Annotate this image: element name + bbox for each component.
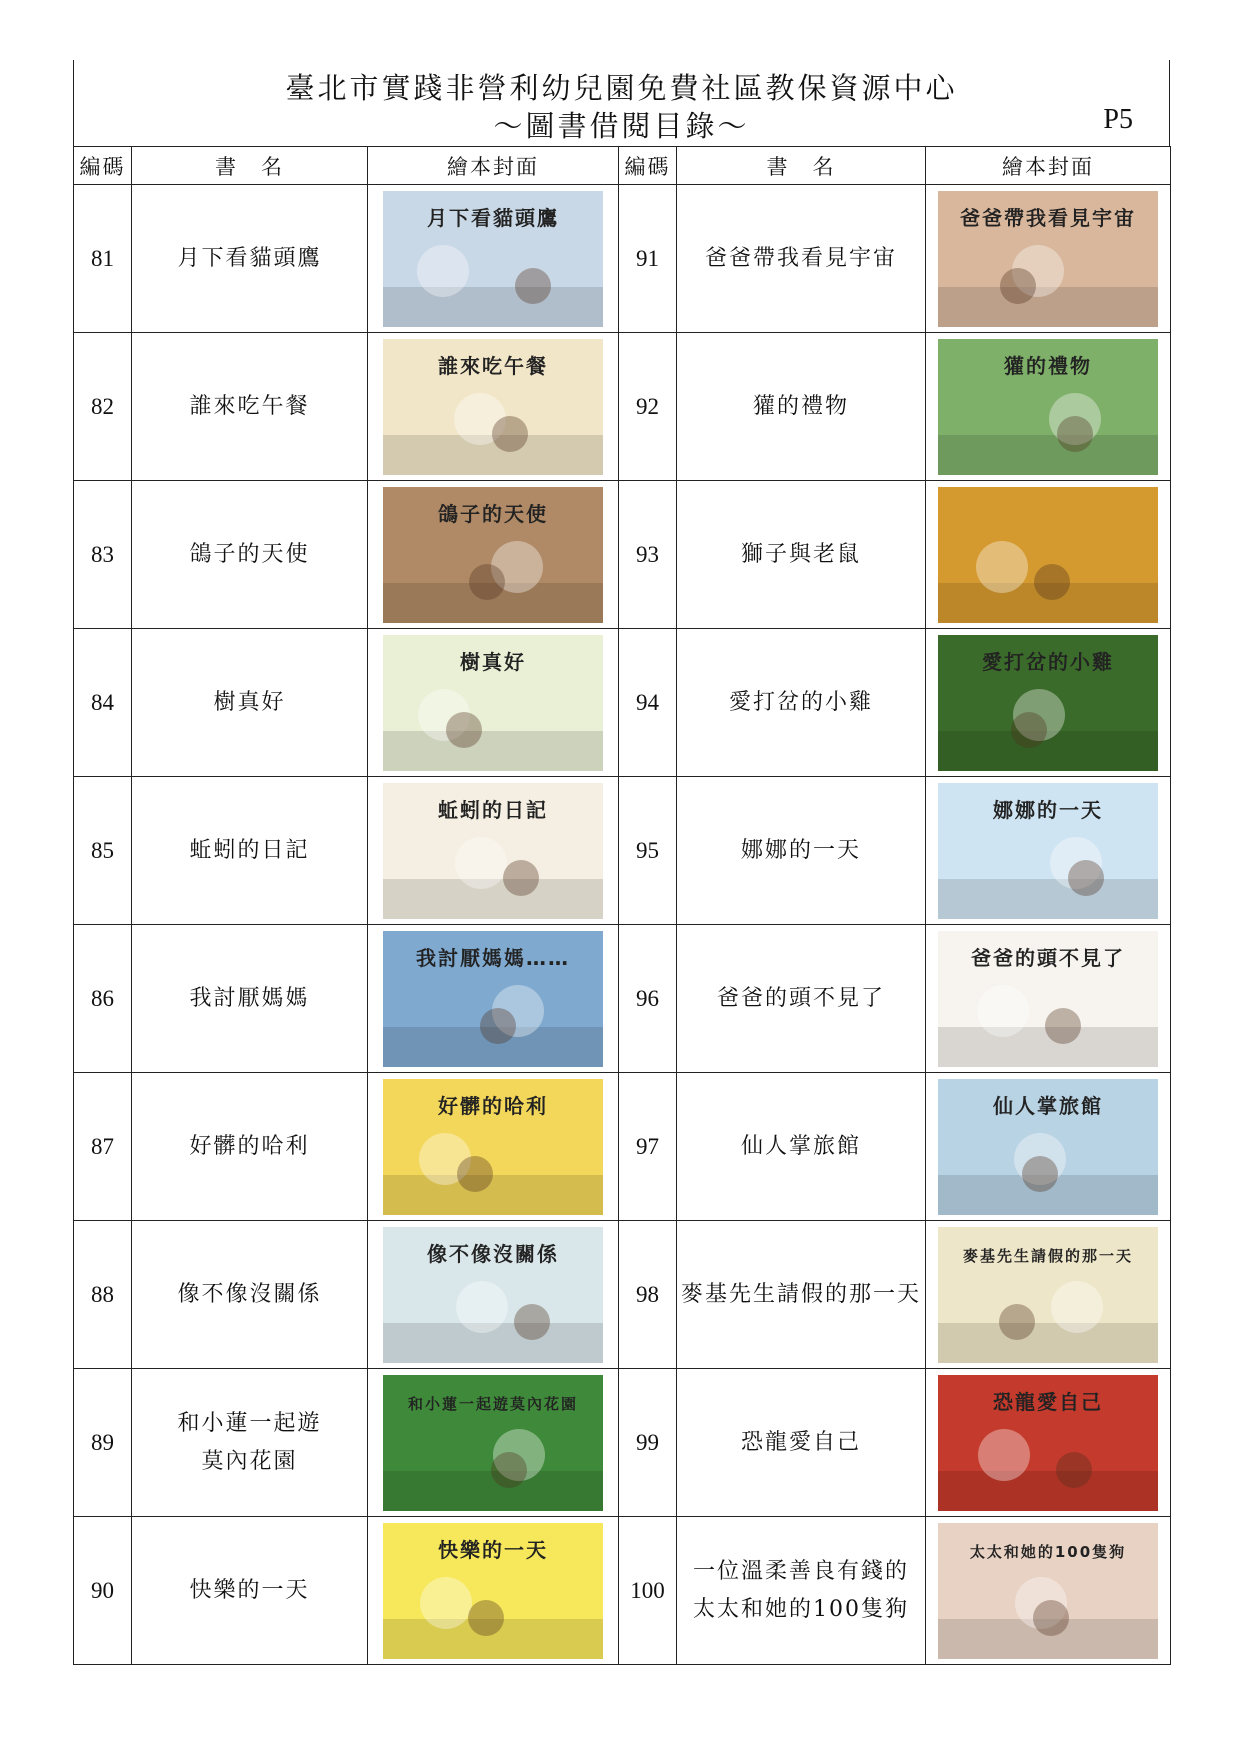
book-code: 100 <box>619 1517 677 1665</box>
book-cover-image <box>938 1375 1158 1511</box>
book-cover-image <box>938 487 1158 623</box>
book-cover-image <box>383 1227 603 1363</box>
book-code: 97 <box>619 1073 677 1221</box>
page-title: 臺北市實踐非營利幼兒園免費社區教保資源中心 <box>285 71 958 105</box>
book-code: 95 <box>619 777 677 925</box>
book-cover-image <box>383 635 603 771</box>
col-code-left: 編碼 <box>74 147 132 185</box>
table-row <box>74 1517 1171 1665</box>
book-cover-cell <box>926 1073 1171 1221</box>
cover-title-text: 月下看貓頭鷹 <box>427 205 559 230</box>
book-cover-image <box>383 1523 603 1659</box>
book-cover-image <box>938 783 1158 919</box>
book-cover-cell <box>368 481 619 629</box>
book-title: 蚯蚓的日記 <box>189 837 310 863</box>
book-title: 爸爸帶我看見宇宙 <box>704 245 897 271</box>
cover-title-text: 樹真好 <box>460 649 526 674</box>
book-cover-cell <box>926 1517 1171 1665</box>
book-title: 愛打岔的小雞 <box>728 689 873 715</box>
book-title-cell <box>132 1369 368 1517</box>
cover-title-text: 鴿子的天使 <box>438 501 548 526</box>
cover-title-text: 爸爸帶我看見宇宙 <box>960 205 1136 230</box>
book-cover-image <box>938 635 1158 771</box>
page-number: P5 <box>1103 104 1133 135</box>
book-cover-cell <box>368 1073 619 1221</box>
book-cover-cell <box>368 1369 619 1517</box>
cover-title-text: 我討厭媽媽…… <box>416 945 570 970</box>
book-title: 獾的禮物 <box>752 393 849 419</box>
book-cover-image <box>938 931 1158 1067</box>
page-subtitle: ～圖書借閱目錄～ <box>493 109 750 143</box>
book-cover-image <box>938 1079 1158 1215</box>
book-cover-cell <box>926 481 1171 629</box>
book-title-cell <box>132 1073 368 1221</box>
book-title-cell <box>132 925 368 1073</box>
book-cover-cell <box>926 777 1171 925</box>
book-code: 86 <box>74 925 132 1073</box>
book-title-cell <box>677 1073 926 1221</box>
col-cover-left: 繪本封面 <box>368 147 619 185</box>
book-title: 鴿子的天使 <box>189 541 310 567</box>
book-cover-image <box>383 1079 603 1215</box>
book-cover-cell <box>368 1517 619 1665</box>
book-title-cell <box>677 925 926 1073</box>
cover-title-text: 太太和她的100隻狗 <box>969 1542 1127 1561</box>
book-code: 99 <box>619 1369 677 1517</box>
table-row <box>74 1369 1171 1517</box>
book-title-cell <box>677 481 926 629</box>
book-cover-cell <box>926 1221 1171 1369</box>
table-row <box>74 925 1171 1073</box>
table-row <box>74 777 1171 925</box>
col-name-left: 書 名 <box>132 147 368 185</box>
book-title: 月下看貓頭鷹 <box>177 245 322 271</box>
book-title-line2: 莫內花園 <box>201 1448 298 1474</box>
book-title: 好髒的哈利 <box>189 1133 310 1159</box>
cover-title-text: 蚯蚓的日記 <box>438 797 548 822</box>
table-row <box>74 185 1171 333</box>
book-title: 誰來吃午餐 <box>189 393 310 419</box>
book-cover-cell <box>926 333 1171 481</box>
cover-title-text: 獾的禮物 <box>1004 353 1092 378</box>
cover-title-text: 麥基先生請假的那一天 <box>962 1246 1134 1265</box>
cover-title-text: 娜娜的一天 <box>993 797 1103 822</box>
book-title-cell <box>132 629 368 777</box>
book-title: 一位溫柔善良有錢的 <box>692 1558 909 1584</box>
book-title: 樹真好 <box>213 689 286 715</box>
catalog-page <box>73 60 1170 1665</box>
book-cover-cell <box>368 925 619 1073</box>
book-cover-image <box>383 191 603 327</box>
book-title: 快樂的一天 <box>189 1577 310 1603</box>
book-cover-image <box>938 191 1158 327</box>
col-cover-right: 繪本封面 <box>926 147 1171 185</box>
book-cover-image <box>383 487 603 623</box>
book-title-cell <box>677 1221 926 1369</box>
book-title-cell <box>132 481 368 629</box>
book-title: 像不像沒關係 <box>177 1281 322 1307</box>
book-cover-cell <box>926 629 1171 777</box>
book-cover-image <box>383 783 603 919</box>
book-title-cell <box>132 1517 368 1665</box>
book-cover-cell <box>368 185 619 333</box>
book-code: 81 <box>74 185 132 333</box>
book-title: 娜娜的一天 <box>740 837 861 863</box>
cover-title-text: 爸爸的頭不見了 <box>971 945 1125 970</box>
book-cover-image <box>383 339 603 475</box>
table-row <box>74 1221 1171 1369</box>
table-row <box>74 629 1171 777</box>
book-title-cell <box>132 333 368 481</box>
book-code: 91 <box>619 185 677 333</box>
book-title-cell <box>677 1517 926 1665</box>
cover-title-text: 像不像沒關係 <box>427 1241 559 1266</box>
book-title-cell <box>132 1221 368 1369</box>
book-cover-cell <box>926 925 1171 1073</box>
book-code: 98 <box>619 1221 677 1369</box>
book-title: 獅子與老鼠 <box>740 541 861 567</box>
header <box>73 60 1170 146</box>
book-title: 爸爸的頭不見了 <box>716 985 885 1011</box>
book-cover-cell <box>926 1369 1171 1517</box>
book-cover-cell <box>368 629 619 777</box>
table-row <box>74 481 1171 629</box>
book-title-cell <box>677 629 926 777</box>
book-table <box>73 146 1171 1665</box>
book-title-cell <box>677 333 926 481</box>
book-title: 和小蓮一起遊 <box>177 1410 322 1436</box>
cover-title-text: 恐龍愛自己 <box>993 1389 1103 1414</box>
book-cover-image <box>383 931 603 1067</box>
col-code-right: 編碼 <box>619 147 677 185</box>
book-title: 麥基先生請假的那一天 <box>680 1281 921 1307</box>
book-code: 89 <box>74 1369 132 1517</box>
book-cover-image <box>938 339 1158 475</box>
book-title-cell <box>677 1369 926 1517</box>
cover-title-text: 愛打岔的小雞 <box>982 649 1114 674</box>
book-cover-image <box>938 1523 1158 1659</box>
book-code: 82 <box>74 333 132 481</box>
table-row <box>74 1073 1171 1221</box>
book-title: 我討厭媽媽 <box>189 985 310 1011</box>
cover-title-text: 快樂的一天 <box>438 1537 548 1562</box>
book-code: 96 <box>619 925 677 1073</box>
book-code: 84 <box>74 629 132 777</box>
book-title: 恐龍愛自己 <box>740 1429 861 1455</box>
book-code: 92 <box>619 333 677 481</box>
book-code: 90 <box>74 1517 132 1665</box>
book-cover-cell <box>368 1221 619 1369</box>
book-cover-image <box>938 1227 1158 1363</box>
book-code: 87 <box>74 1073 132 1221</box>
header-row <box>74 147 1171 185</box>
book-code: 88 <box>74 1221 132 1369</box>
book-title: 仙人掌旅館 <box>740 1133 861 1159</box>
cover-title-text: 好髒的哈利 <box>438 1093 548 1118</box>
table-row <box>74 333 1171 481</box>
book-cover-image <box>383 1375 603 1511</box>
book-title-cell <box>132 777 368 925</box>
book-title-cell <box>132 185 368 333</box>
book-code: 93 <box>619 481 677 629</box>
col-name-right: 書 名 <box>677 147 926 185</box>
book-title-cell <box>677 777 926 925</box>
book-title-line2: 太太和她的100隻狗 <box>693 1596 909 1622</box>
cover-title-text: 誰來吃午餐 <box>438 353 548 378</box>
book-code: 85 <box>74 777 132 925</box>
book-title-cell <box>677 185 926 333</box>
book-cover-cell <box>368 333 619 481</box>
cover-title-text: 和小蓮一起遊莫內花園 <box>407 1394 579 1413</box>
cover-title-text: 仙人掌旅館 <box>993 1093 1103 1118</box>
book-code: 94 <box>619 629 677 777</box>
book-code: 83 <box>74 481 132 629</box>
book-cover-cell <box>926 185 1171 333</box>
book-cover-cell <box>368 777 619 925</box>
